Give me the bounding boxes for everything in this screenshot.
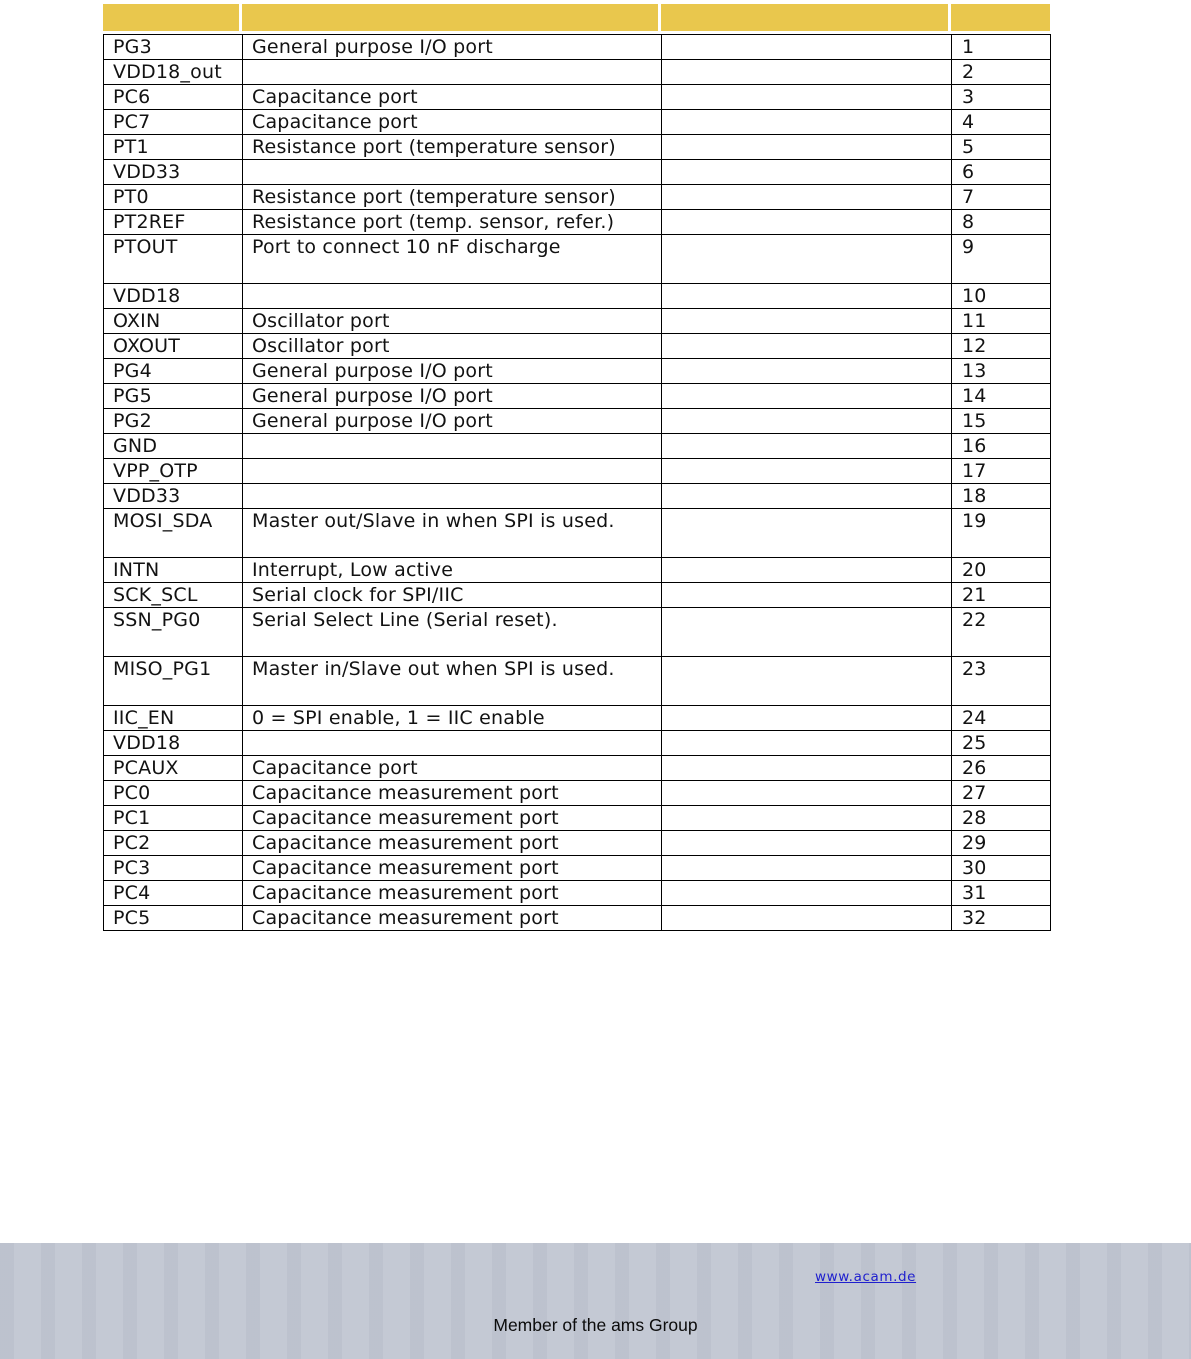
table-row [104,484,1051,509]
pin-note-cell [662,235,952,284]
pin-number-cell: 19 [952,509,1051,558]
table-row [104,881,1051,906]
pin-note-cell [662,906,952,931]
table-row [104,509,1051,558]
table-row [104,558,1051,583]
pin-number-cell: 17 [952,459,1051,484]
pin-number-cell: 27 [952,781,1051,806]
pin-description-cell: Capacitance measurement port [243,831,662,856]
pin-description-cell [243,160,662,185]
table-row [104,583,1051,608]
pin-number-cell: 18 [952,484,1051,509]
table-row [104,657,1051,706]
pin-number-cell: 3 [952,85,1051,110]
pin-description-cell: General purpose I/O port [243,384,662,409]
pin-number-cell: 29 [952,831,1051,856]
table-row [104,359,1051,384]
pin-note-cell [662,35,952,60]
pin-number-cell: 9 [952,235,1051,284]
pin-number-cell: 16 [952,434,1051,459]
pin-description-cell: Capacitance measurement port [243,906,662,931]
pin-name-cell: VDD18_out [104,60,243,85]
pin-number-cell: 4 [952,110,1051,135]
pin-name-cell: PC3 [104,856,243,881]
pin-note-cell [662,309,952,334]
table-row [104,856,1051,881]
table-row [104,731,1051,756]
pin-number-cell: 6 [952,160,1051,185]
footer-band [0,1243,1191,1359]
pin-description-cell: Capacitance port [243,85,662,110]
table-row [104,60,1051,85]
pin-note-cell [662,409,952,434]
pin-note-cell [662,284,952,309]
table-row [104,384,1051,409]
pin-note-cell [662,856,952,881]
pin-number-cell: 1 [952,35,1051,60]
pin-number-cell: 21 [952,583,1051,608]
pin-number-cell: 7 [952,185,1051,210]
pin-name-cell: PC1 [104,806,243,831]
pin-description-cell: General purpose I/O port [243,409,662,434]
pin-number-cell: 24 [952,706,1051,731]
pin-description-cell: Resistance port (temperature sensor) [243,135,662,160]
pin-name-cell: OXIN [104,309,243,334]
table-row [104,334,1051,359]
pin-description-cell: Master in/Slave out when SPI is used. [243,657,662,706]
pin-number-cell: 31 [952,881,1051,906]
pin-note-cell [662,459,952,484]
pin-name-cell: SSN_PG0 [104,608,243,657]
pin-name-cell: PCAUX [104,756,243,781]
table-row [104,434,1051,459]
pin-description-cell: Interrupt, Low active [243,558,662,583]
pin-name-cell: PC0 [104,781,243,806]
pin-number-cell: 5 [952,135,1051,160]
table-header-row [103,4,1050,31]
table-row [104,309,1051,334]
pin-number-cell: 10 [952,284,1051,309]
pin-note-cell [662,110,952,135]
pin-description-cell: Oscillator port [243,309,662,334]
pin-name-cell: PT1 [104,135,243,160]
table-row [104,85,1051,110]
pin-note-cell [662,484,952,509]
pin-number-cell: 28 [952,806,1051,831]
pin-name-cell: PC4 [104,881,243,906]
pin-description-cell: Capacitance port [243,110,662,135]
pin-note-cell [662,806,952,831]
pin-number-cell: 26 [952,756,1051,781]
pin-description-cell: Oscillator port [243,334,662,359]
pin-description-cell [243,60,662,85]
table-row [104,806,1051,831]
pin-description-cell [243,484,662,509]
table-row [104,906,1051,931]
pin-name-cell: SCK_SCL [104,583,243,608]
pin-name-cell: OXOUT [104,334,243,359]
pin-description-cell [243,459,662,484]
pin-name-cell: IIC_EN [104,706,243,731]
table-row [104,135,1051,160]
pin-description-cell [243,434,662,459]
pin-description-cell: Serial Select Line (Serial reset). [243,608,662,657]
table-row [104,110,1051,135]
pin-description-cell: Capacitance measurement port [243,806,662,831]
pin-description-cell: General purpose I/O port [243,35,662,60]
pin-note-cell [662,85,952,110]
pin-name-cell: PT0 [104,185,243,210]
pin-name-cell: VDD18 [104,284,243,309]
pin-name-cell: VDD33 [104,484,243,509]
pin-number-cell: 13 [952,359,1051,384]
pin-name-cell: INTN [104,558,243,583]
pin-description-cell: Master out/Slave in when SPI is used. [243,509,662,558]
pin-number-cell: 12 [952,334,1051,359]
pin-description-cell [243,284,662,309]
pin-table-body [104,35,1051,931]
table-row [104,409,1051,434]
table-row [104,756,1051,781]
pin-name-cell: PT2REF [104,210,243,235]
pin-note-cell [662,583,952,608]
pin-name-cell: PG3 [104,35,243,60]
pin-description-cell: Resistance port (temperature sensor) [243,185,662,210]
pin-number-cell: 30 [952,856,1051,881]
pin-description-cell: Capacitance measurement port [243,856,662,881]
pin-name-cell: PC7 [104,110,243,135]
table-row [104,210,1051,235]
pin-description-cell: 0 = SPI enable, 1 = IIC enable [243,706,662,731]
pin-note-cell [662,135,952,160]
pin-number-cell: 15 [952,409,1051,434]
pin-note-cell [662,359,952,384]
pin-name-cell: MOSI_SDA [104,509,243,558]
pin-name-cell: VPP_OTP [104,459,243,484]
table-row [104,35,1051,60]
pin-name-cell: PC6 [104,85,243,110]
pin-note-cell [662,558,952,583]
table-header-cell-pin-number [951,4,1050,31]
pin-name-cell: PG2 [104,409,243,434]
pin-description-cell: Port to connect 10 nF discharge [243,235,662,284]
pin-name-cell: VDD18 [104,731,243,756]
pin-note-cell [662,608,952,657]
pin-name-cell: PG4 [104,359,243,384]
acam-website-link[interactable]: www.acam.de [815,1269,917,1285]
pin-number-cell: 14 [952,384,1051,409]
pin-note-cell [662,384,952,409]
table-row [104,284,1051,309]
pin-note-cell [662,731,952,756]
pin-name-cell: PG5 [104,384,243,409]
pin-name-cell: PTOUT [104,235,243,284]
pin-note-cell [662,756,952,781]
pin-description-cell: Serial clock for SPI/IIC [243,583,662,608]
pin-number-cell: 23 [952,657,1051,706]
table-row [104,831,1051,856]
pin-number-cell: 25 [952,731,1051,756]
pin-name-cell: PC2 [104,831,243,856]
pin-number-cell: 22 [952,608,1051,657]
pin-note-cell [662,210,952,235]
pin-table-grid [103,34,1051,931]
table-row [104,781,1051,806]
member-of-ams-group-text: Member of the ams Group [493,1315,698,1335]
pin-name-cell: GND [104,434,243,459]
table-row [104,235,1051,284]
table-row [104,459,1051,484]
pin-description-cell: Resistance port (temp. sensor, refer.) [243,210,662,235]
pin-number-cell: 8 [952,210,1051,235]
pin-note-cell [662,781,952,806]
table-header-cell-note [661,4,951,31]
pin-number-cell: 20 [952,558,1051,583]
pin-description-cell: Capacitance measurement port [243,881,662,906]
pin-note-cell [662,509,952,558]
pin-note-cell [662,185,952,210]
pin-note-cell [662,334,952,359]
table-row [104,160,1051,185]
pin-description-cell: Capacitance port [243,756,662,781]
pin-number-cell: 11 [952,309,1051,334]
pin-name-cell: MISO_PG1 [104,657,243,706]
pin-description-cell [243,731,662,756]
pin-note-cell [662,434,952,459]
pin-note-cell [662,831,952,856]
table-row [104,706,1051,731]
pin-name-cell: VDD33 [104,160,243,185]
pin-description-table [103,4,1050,931]
pin-note-cell [662,706,952,731]
pin-note-cell [662,881,952,906]
table-row [104,608,1051,657]
pin-note-cell [662,60,952,85]
table-row [104,185,1051,210]
table-header-cell-description [242,4,661,31]
pin-number-cell: 32 [952,906,1051,931]
table-header-cell-pin-name [103,4,242,31]
pin-description-cell: Capacitance measurement port [243,781,662,806]
pin-note-cell [662,160,952,185]
pin-name-cell: PC5 [104,906,243,931]
pin-note-cell [662,657,952,706]
pin-number-cell: 2 [952,60,1051,85]
pin-description-cell: General purpose I/O port [243,359,662,384]
